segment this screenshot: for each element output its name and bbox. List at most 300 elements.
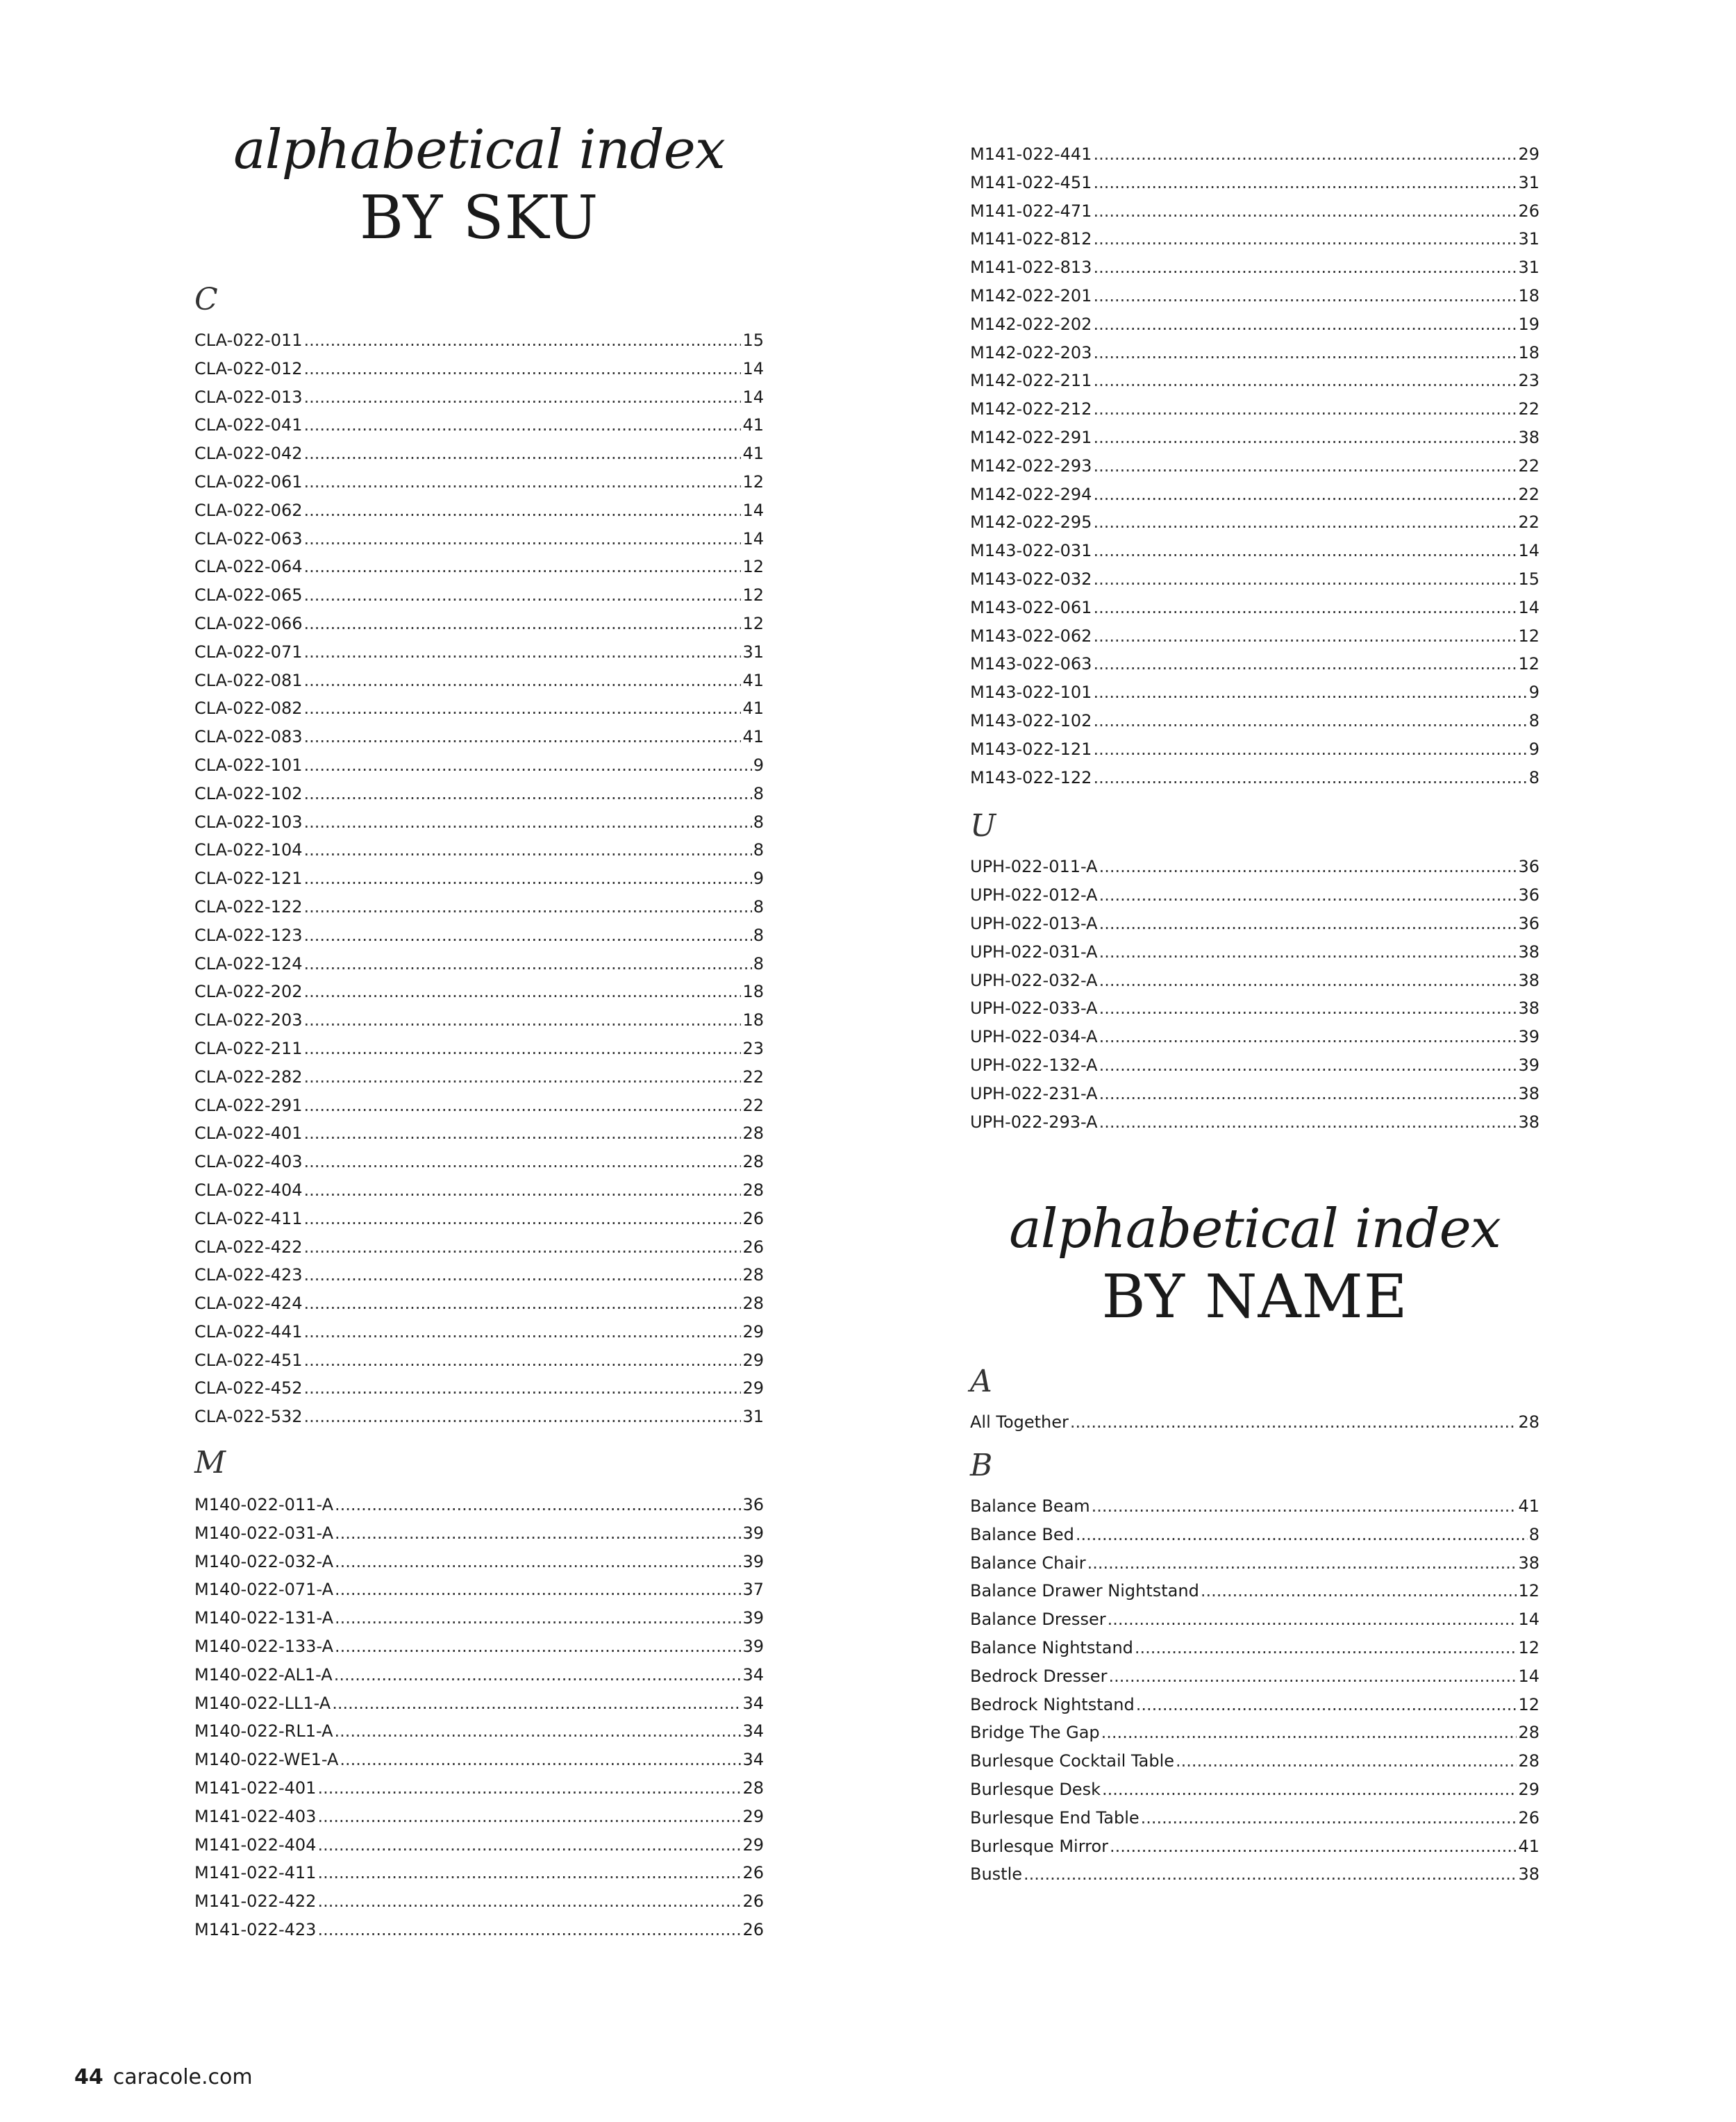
index-entry xyxy=(970,1776,1539,1804)
dot-leader xyxy=(1093,622,1517,651)
index-entry xyxy=(194,440,764,468)
entry-page-number: 9 xyxy=(1528,739,1539,759)
index-entry xyxy=(970,910,1539,938)
entry-page-number: 28 xyxy=(742,1265,764,1285)
entry-label: Burlesque Desk xyxy=(970,1780,1101,1800)
index-entry xyxy=(194,1604,764,1632)
entry-page-number: 12 xyxy=(742,557,764,577)
entry-page-number: 31 xyxy=(1518,258,1539,278)
index-entry xyxy=(970,1108,1539,1137)
entry-label: CLA-022-071 xyxy=(194,642,303,662)
index-entry xyxy=(194,326,764,355)
index-entry xyxy=(970,565,1539,594)
entry-label: CLA-022-211 xyxy=(194,1038,303,1058)
dot-leader xyxy=(304,610,742,638)
dot-leader xyxy=(334,1661,742,1689)
entry-page-number: 26 xyxy=(742,1891,764,1912)
index-entry xyxy=(194,411,764,440)
index-entry xyxy=(970,938,1539,967)
index-entry xyxy=(970,253,1539,282)
section-letter-a: A xyxy=(970,1364,992,1400)
index-entry xyxy=(194,950,764,978)
entry-page-number: 14 xyxy=(1518,597,1539,617)
dot-leader xyxy=(304,1176,742,1205)
entry-page-number: 31 xyxy=(742,1407,764,1427)
entry-label: UPH-022-013-A xyxy=(970,913,1098,933)
index-entry xyxy=(194,1119,764,1148)
section-a-entries xyxy=(970,1408,1539,1437)
entry-label: M143-022-032 xyxy=(970,569,1092,589)
dot-leader xyxy=(304,978,742,1006)
entry-label: CLA-022-082 xyxy=(194,699,303,719)
dot-leader xyxy=(304,638,742,667)
entry-label: M142-022-201 xyxy=(970,285,1092,306)
sku-index-title-caps: BY SKU xyxy=(359,183,599,253)
index-entry xyxy=(970,594,1539,622)
dot-leader xyxy=(304,723,742,751)
dot-leader xyxy=(304,553,742,581)
entry-page-number: 31 xyxy=(1518,229,1539,249)
section-c xyxy=(194,281,764,1431)
entry-label: UPH-022-293-A xyxy=(970,1112,1098,1132)
dot-leader xyxy=(304,808,752,837)
index-entry xyxy=(194,1176,764,1205)
dot-leader xyxy=(317,1916,741,1944)
entry-page-number: 38 xyxy=(1518,942,1539,962)
entry-label: M141-022-451 xyxy=(970,172,1092,192)
dot-leader xyxy=(1087,1549,1517,1578)
entry-page-number: 22 xyxy=(742,1095,764,1115)
entry-label: CLA-022-124 xyxy=(194,953,303,974)
index-entry xyxy=(970,140,1539,169)
entry-label: CLA-022-083 xyxy=(194,727,303,747)
dot-leader xyxy=(1108,1662,1517,1691)
dot-leader xyxy=(332,1689,741,1718)
entry-page-number: 28 xyxy=(742,1778,764,1798)
entry-page-number: 31 xyxy=(742,642,764,662)
dot-leader xyxy=(1099,1051,1517,1080)
entry-page-number: 26 xyxy=(742,1920,764,1940)
entry-label: CLA-022-102 xyxy=(194,783,303,803)
dot-leader xyxy=(1076,1521,1528,1549)
index-entry xyxy=(194,694,764,723)
dot-leader xyxy=(335,1548,741,1576)
entry-label: CLA-022-202 xyxy=(194,982,303,1002)
index-entry xyxy=(194,581,764,610)
index-entry xyxy=(194,780,764,808)
entry-page-number: 8 xyxy=(753,896,764,917)
name-index-heading xyxy=(970,1196,1539,1332)
entry-page-number: 22 xyxy=(742,1067,764,1087)
section-m xyxy=(194,1444,764,1944)
index-entry xyxy=(194,383,764,412)
entry-label: M142-022-295 xyxy=(970,512,1092,533)
entry-label: CLA-022-064 xyxy=(194,557,303,577)
index-entry xyxy=(194,723,764,751)
entry-page-number: 38 xyxy=(1518,999,1539,1019)
index-entry xyxy=(194,1632,764,1661)
entry-page-number: 37 xyxy=(742,1580,764,1600)
dot-leader xyxy=(1108,1605,1517,1634)
entry-page-number: 19 xyxy=(1518,314,1539,334)
index-entry xyxy=(970,225,1539,253)
dot-leader xyxy=(304,1035,742,1063)
entry-page-number: 39 xyxy=(742,1608,764,1628)
dot-leader xyxy=(317,1803,741,1831)
index-entry xyxy=(194,1746,764,1774)
entry-page-number: 12 xyxy=(1518,1638,1539,1658)
index-entry xyxy=(194,1548,764,1576)
entry-label: M143-022-062 xyxy=(970,626,1092,646)
entry-page-number: 36 xyxy=(1518,885,1539,905)
entry-label: M141-022-403 xyxy=(194,1806,317,1826)
entry-page-number: 28 xyxy=(1518,1412,1539,1432)
index-entry xyxy=(194,978,764,1006)
entry-page-number: 14 xyxy=(742,387,764,407)
index-entry xyxy=(970,678,1539,707)
entry-page-number: 34 xyxy=(742,1693,764,1713)
entry-label: UPH-022-031-A xyxy=(970,942,1098,962)
dot-leader xyxy=(1093,594,1517,622)
entry-page-number: 41 xyxy=(742,727,764,747)
index-entry xyxy=(970,1634,1539,1662)
index-entry xyxy=(970,1577,1539,1605)
index-entry xyxy=(194,1491,764,1519)
entry-page-number: 26 xyxy=(1518,201,1539,221)
dot-leader xyxy=(304,1374,742,1403)
entry-label: M142-022-202 xyxy=(970,314,1092,334)
dot-leader xyxy=(304,864,752,893)
entry-label: CLA-022-065 xyxy=(194,585,303,605)
dot-leader xyxy=(1099,938,1517,967)
entry-page-number: 12 xyxy=(1518,1694,1539,1714)
entry-page-number: 38 xyxy=(1518,970,1539,990)
entry-page-number: 15 xyxy=(742,331,764,350)
entry-page-number: 39 xyxy=(1518,1055,1539,1075)
entry-label: M141-022-441 xyxy=(970,144,1092,164)
index-entry xyxy=(970,339,1539,367)
index-entry xyxy=(970,967,1539,995)
entry-page-number: 22 xyxy=(1518,456,1539,476)
entry-page-number: 29 xyxy=(742,1350,764,1370)
dot-leader xyxy=(304,440,742,468)
entry-page-number: 22 xyxy=(1518,512,1539,533)
entry-page-number: 18 xyxy=(1518,285,1539,306)
index-entry xyxy=(194,1803,764,1831)
entry-label: CLA-022-061 xyxy=(194,471,303,492)
dot-leader xyxy=(1093,508,1517,537)
entry-label: M140-022-032-A xyxy=(194,1551,334,1571)
entry-page-number: 18 xyxy=(742,1010,764,1030)
entry-label: M143-022-101 xyxy=(970,683,1092,703)
dot-leader xyxy=(304,780,752,808)
section-c-entries xyxy=(194,326,764,1431)
dot-leader xyxy=(1136,1691,1517,1719)
entry-page-number: 39 xyxy=(742,1551,764,1571)
index-entry xyxy=(194,496,764,525)
entry-page-number: 8 xyxy=(1528,1524,1539,1544)
dot-leader xyxy=(335,1491,741,1519)
index-entry xyxy=(194,468,764,496)
index-entry xyxy=(970,1832,1539,1861)
dot-leader xyxy=(304,751,752,780)
entry-label: Balance Dresser xyxy=(970,1610,1106,1630)
entry-label: CLA-022-441 xyxy=(194,1321,303,1342)
dot-leader xyxy=(1093,735,1527,764)
entry-page-number: 34 xyxy=(742,1750,764,1770)
dot-leader xyxy=(304,468,742,496)
entry-label: M142-022-203 xyxy=(970,342,1092,362)
index-entry xyxy=(970,395,1539,424)
entry-label: Bedrock Nightstand xyxy=(970,1694,1135,1714)
index-entry xyxy=(194,921,764,950)
entry-label: M140-022-RL1-A xyxy=(194,1721,333,1741)
dot-leader xyxy=(304,1205,742,1233)
entry-page-number: 22 xyxy=(1518,484,1539,504)
entry-label: Bridge The Gap xyxy=(970,1723,1100,1743)
entry-page-number: 8 xyxy=(753,925,764,945)
dot-leader xyxy=(304,383,742,412)
dot-leader xyxy=(1099,910,1517,938)
entry-label: M141-022-812 xyxy=(970,229,1092,249)
entry-label: UPH-022-012-A xyxy=(970,885,1098,905)
entry-page-number: 12 xyxy=(1518,626,1539,646)
index-entry xyxy=(970,994,1539,1023)
entry-page-number: 28 xyxy=(742,1152,764,1172)
entry-page-number: 18 xyxy=(1518,342,1539,362)
index-entry xyxy=(970,1408,1539,1437)
entry-label: CLA-022-122 xyxy=(194,896,303,917)
entry-label: M141-022-401 xyxy=(194,1778,317,1798)
entry-label: CLA-022-424 xyxy=(194,1294,303,1314)
index-entry xyxy=(194,864,764,893)
section-b-entries xyxy=(970,1492,1539,1889)
entry-label: M140-022-071-A xyxy=(194,1580,334,1600)
entry-page-number: 38 xyxy=(1518,1864,1539,1885)
index-entry xyxy=(194,553,764,581)
dot-leader xyxy=(1093,395,1517,424)
dot-leader xyxy=(304,836,752,864)
entry-label: CLA-022-203 xyxy=(194,1010,303,1030)
entry-page-number: 38 xyxy=(1518,1553,1539,1573)
index-entry xyxy=(970,537,1539,565)
entry-label: M143-022-031 xyxy=(970,541,1092,561)
index-entry xyxy=(194,1403,764,1431)
index-entry xyxy=(970,1023,1539,1051)
entry-page-number: 26 xyxy=(742,1237,764,1257)
sku-index-title-script: alphabetical index xyxy=(233,119,725,181)
entry-label: M143-022-063 xyxy=(970,654,1092,674)
entry-page-number: 28 xyxy=(1518,1723,1539,1743)
entry-label: CLA-022-422 xyxy=(194,1237,303,1257)
footer-page-number: 44 xyxy=(74,2065,103,2089)
entry-label: Burlesque End Table xyxy=(970,1807,1140,1828)
dot-leader xyxy=(1092,1492,1517,1521)
index-entry xyxy=(194,836,764,864)
dot-leader xyxy=(1176,1747,1517,1776)
index-entry xyxy=(194,1148,764,1176)
index-entry xyxy=(194,667,764,695)
dot-leader xyxy=(335,1576,741,1604)
entry-label: Balance Chair xyxy=(970,1553,1086,1573)
entry-label: CLA-022-404 xyxy=(194,1180,303,1200)
dot-leader xyxy=(1093,169,1517,197)
entry-label: CLA-022-103 xyxy=(194,812,303,832)
index-entry xyxy=(970,424,1539,452)
index-entry xyxy=(194,1006,764,1035)
entry-page-number: 31 xyxy=(1518,172,1539,192)
dot-leader xyxy=(317,1831,741,1860)
section-m-continued-entries xyxy=(970,140,1539,792)
entry-label: M142-022-294 xyxy=(970,484,1092,504)
entry-page-number: 12 xyxy=(742,585,764,605)
index-entry xyxy=(970,481,1539,509)
dot-leader xyxy=(1093,452,1517,481)
dot-leader xyxy=(304,667,742,695)
dot-leader xyxy=(1110,1832,1517,1861)
entry-page-number: 29 xyxy=(742,1321,764,1342)
dot-leader xyxy=(304,525,742,553)
dot-leader xyxy=(1101,1719,1517,1747)
entry-label: CLA-022-101 xyxy=(194,755,303,775)
entry-page-number: 22 xyxy=(1518,399,1539,419)
index-entry xyxy=(970,1662,1539,1691)
index-entry xyxy=(970,197,1539,226)
entry-label: CLA-022-012 xyxy=(194,358,303,378)
dot-leader xyxy=(1099,853,1517,881)
entry-page-number: 8 xyxy=(1528,710,1539,730)
dot-leader xyxy=(1141,1804,1517,1832)
entry-label: CLA-022-081 xyxy=(194,670,303,690)
entry-page-number: 29 xyxy=(742,1806,764,1826)
index-entry xyxy=(194,1717,764,1746)
index-entry xyxy=(970,1492,1539,1521)
entry-page-number: 34 xyxy=(742,1721,764,1741)
index-entry xyxy=(194,1916,764,1944)
dot-leader xyxy=(317,1887,741,1916)
entry-label: M141-022-422 xyxy=(194,1891,317,1912)
index-entry xyxy=(194,808,764,837)
entry-label: Balance Drawer Nightstand xyxy=(970,1581,1199,1601)
index-entry xyxy=(970,1747,1539,1776)
index-entry xyxy=(194,1289,764,1318)
entry-label: M141-022-404 xyxy=(194,1835,317,1855)
dot-leader xyxy=(1093,565,1517,594)
sku-index-continued-column xyxy=(970,140,1539,1889)
entry-page-number: 41 xyxy=(1518,1836,1539,1856)
entry-label: M140-022-LL1-A xyxy=(194,1693,331,1713)
section-letter-m: M xyxy=(194,1445,226,1481)
index-entry xyxy=(970,310,1539,339)
dot-leader xyxy=(1093,650,1517,678)
entry-page-number: 28 xyxy=(742,1294,764,1314)
dot-leader xyxy=(1093,310,1517,339)
dot-leader xyxy=(1099,1023,1517,1051)
entry-label: M141-022-411 xyxy=(194,1863,317,1883)
entry-label: M141-022-813 xyxy=(970,258,1092,278)
dot-leader xyxy=(335,1604,741,1632)
index-entry xyxy=(194,1831,764,1860)
entry-page-number: 38 xyxy=(1518,1083,1539,1103)
dot-leader xyxy=(1093,764,1527,792)
entry-label: CLA-022-011 xyxy=(194,331,303,350)
entry-page-number: 39 xyxy=(1518,1027,1539,1047)
dot-leader xyxy=(304,1403,742,1431)
entry-page-number: 14 xyxy=(742,500,764,520)
dot-leader xyxy=(1093,367,1517,395)
section-b xyxy=(970,1446,1539,1889)
dot-leader xyxy=(304,1063,742,1092)
index-entry xyxy=(194,1661,764,1689)
dot-leader xyxy=(317,1859,741,1887)
dot-leader xyxy=(304,950,752,978)
index-entry xyxy=(194,1205,764,1233)
entry-page-number: 23 xyxy=(742,1038,764,1058)
sku-index-heading xyxy=(194,117,764,253)
section-letter-u: U xyxy=(970,808,996,844)
index-entry xyxy=(970,508,1539,537)
entry-label: CLA-022-452 xyxy=(194,1378,303,1398)
entry-label: All Together xyxy=(970,1412,1069,1432)
index-entry xyxy=(194,355,764,383)
index-entry xyxy=(970,622,1539,651)
index-entry xyxy=(194,610,764,638)
entry-label: CLA-022-042 xyxy=(194,444,303,464)
entry-label: Burlesque Cocktail Table xyxy=(970,1751,1174,1771)
section-m-entries xyxy=(194,1491,764,1944)
entry-page-number: 9 xyxy=(753,869,764,889)
section-letter-c: C xyxy=(194,282,218,317)
entry-page-number: 28 xyxy=(742,1180,764,1200)
index-entry xyxy=(970,367,1539,395)
index-entry xyxy=(194,1689,764,1718)
entry-page-number: 8 xyxy=(753,812,764,832)
dot-leader xyxy=(1093,253,1517,282)
entry-page-number: 9 xyxy=(753,755,764,775)
entry-label: CLA-022-041 xyxy=(194,415,303,435)
entry-label: M142-022-211 xyxy=(970,371,1092,391)
dot-leader xyxy=(1099,881,1517,910)
entry-page-number: 12 xyxy=(742,613,764,633)
index-entry xyxy=(194,751,764,780)
entry-label: M143-022-102 xyxy=(970,710,1092,730)
entry-label: CLA-022-291 xyxy=(194,1095,303,1115)
index-entry xyxy=(194,1035,764,1063)
index-entry xyxy=(970,1605,1539,1634)
entry-page-number: 12 xyxy=(1518,1581,1539,1601)
entry-label: CLA-022-121 xyxy=(194,869,303,889)
entry-label: Balance Nightstand xyxy=(970,1638,1133,1658)
entry-page-number: 41 xyxy=(742,444,764,464)
entry-label: M140-022-031-A xyxy=(194,1523,334,1543)
entry-label: Burlesque Mirror xyxy=(970,1836,1109,1856)
dot-leader xyxy=(1093,197,1517,226)
dot-leader xyxy=(304,1006,742,1035)
section-u-entries xyxy=(970,853,1539,1136)
dot-leader xyxy=(1070,1408,1517,1437)
section-a xyxy=(970,1362,1539,1437)
entry-page-number: 23 xyxy=(1518,371,1539,391)
entry-label: Balance Beam xyxy=(970,1496,1090,1517)
dot-leader xyxy=(304,694,742,723)
index-entry xyxy=(194,1887,764,1916)
dot-leader xyxy=(1093,282,1517,310)
entry-page-number: 28 xyxy=(742,1123,764,1144)
entry-page-number: 39 xyxy=(742,1523,764,1543)
entry-page-number: 39 xyxy=(742,1637,764,1657)
entry-label: M141-022-471 xyxy=(970,201,1092,221)
entry-label: M143-022-061 xyxy=(970,597,1092,617)
